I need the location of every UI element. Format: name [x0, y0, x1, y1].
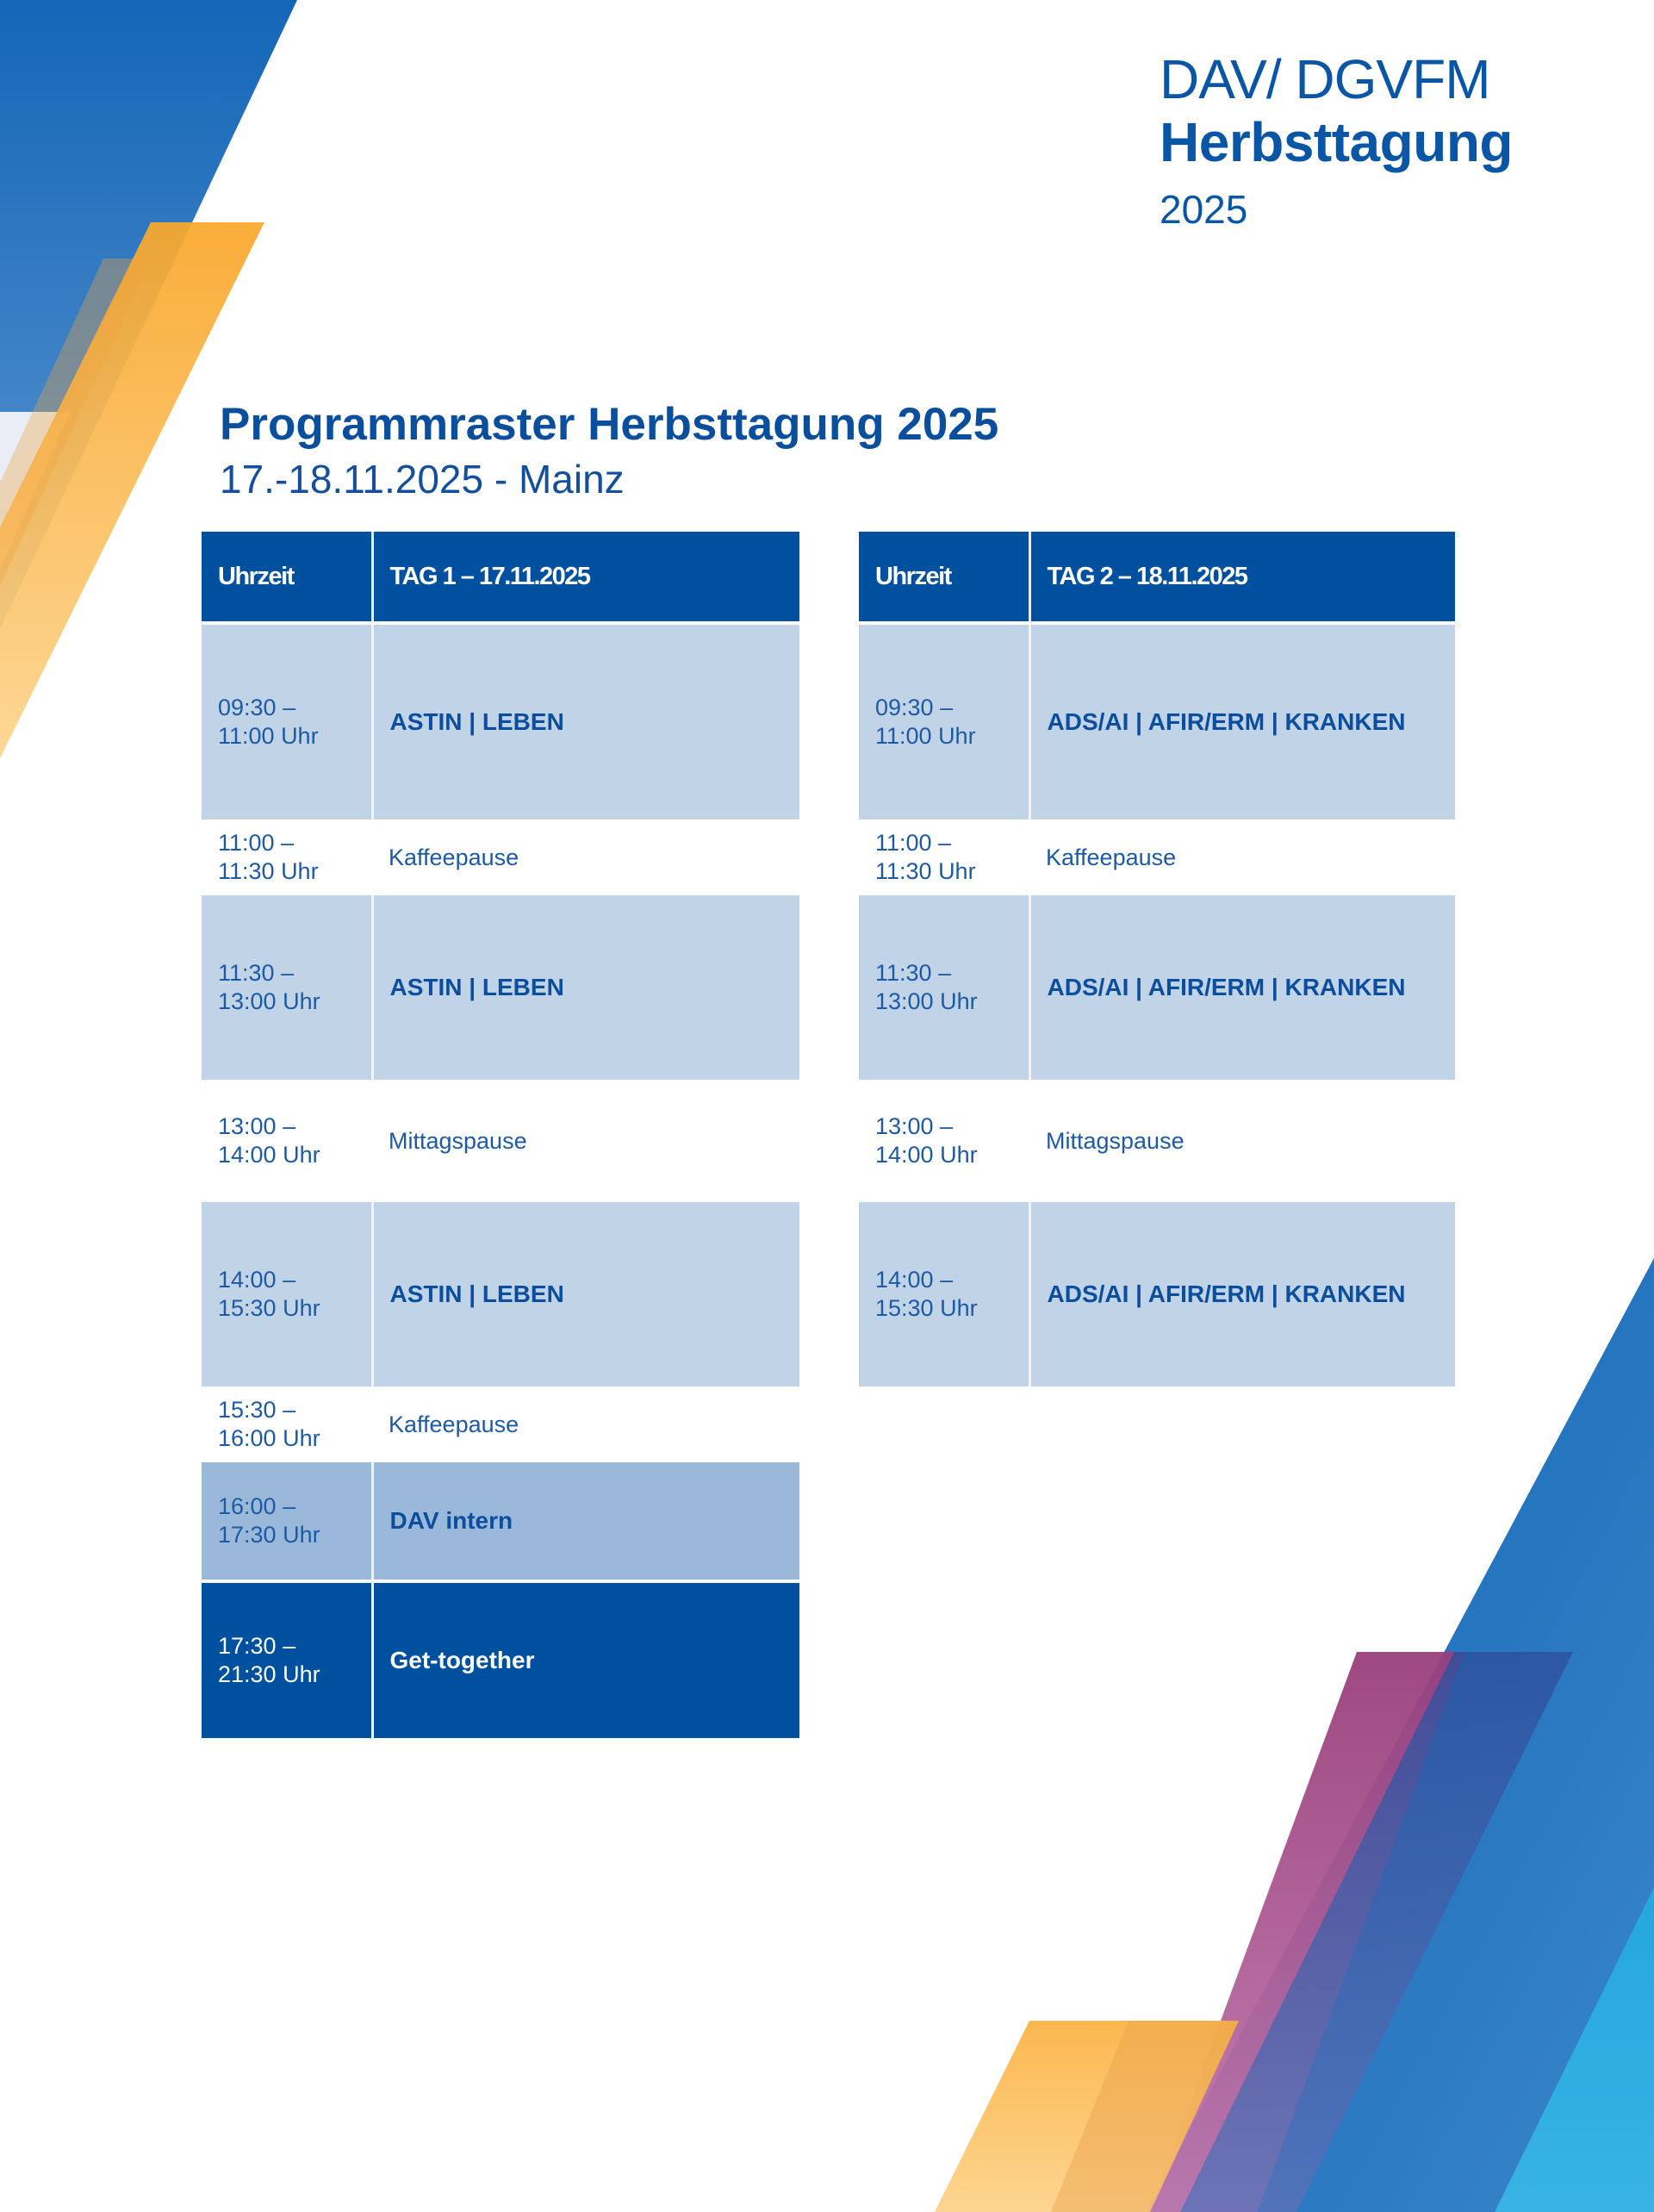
time-cell: 13:00 – 14:00 Uhr [202, 1080, 372, 1202]
break-cell: Kaffeepause [1029, 819, 1455, 895]
header-time: Uhrzeit [859, 532, 1029, 621]
table-header [859, 532, 1455, 621]
table-header [202, 532, 799, 621]
table-row [859, 1202, 1455, 1386]
session-cell: ASTIN | LEBEN [372, 1202, 799, 1386]
time-cell: 13:00 – 14:00 Uhr [859, 1080, 1029, 1202]
session-cell: ADS/AI | AFIR/ERM | KRANKEN [1029, 895, 1455, 1080]
logo-event: Herbsttagung [1160, 111, 1513, 173]
table-row [859, 895, 1455, 1080]
schedule-day1 [202, 532, 799, 1738]
page-title: Programmraster Herbsttagung 2025 [220, 399, 999, 450]
table-row [202, 1583, 799, 1738]
table-row [859, 625, 1455, 819]
table-row [202, 1462, 799, 1580]
table-row [202, 1386, 799, 1462]
time-cell: 11:30 – 13:00 Uhr [859, 895, 1029, 1080]
session-cell: ADS/AI | AFIR/ERM | KRANKEN [1029, 1202, 1455, 1386]
session-cell: Get-together [372, 1583, 799, 1738]
session-cell: ADS/AI | AFIR/ERM | KRANKEN [1029, 625, 1455, 819]
brand-logo [1160, 48, 1513, 240]
break-cell: Kaffeepause [372, 1386, 799, 1462]
table-row [202, 819, 799, 895]
time-cell: 15:30 – 16:00 Uhr [202, 1386, 372, 1462]
header-day: TAG 1 – 17.11.2025 [372, 532, 799, 621]
schedule-day2 [859, 532, 1455, 1386]
time-cell: 09:30 – 11:00 Uhr [859, 625, 1029, 819]
table-row [202, 1080, 799, 1202]
logo-year: 2025 [1160, 187, 1248, 232]
session-cell: ASTIN | LEBEN [372, 895, 799, 1080]
table-row [859, 1080, 1455, 1202]
header-time: Uhrzeit [202, 532, 372, 621]
time-cell: 11:30 – 13:00 Uhr [202, 895, 372, 1080]
time-cell: 11:00 – 11:30 Uhr [859, 819, 1029, 895]
time-cell: 14:00 – 15:30 Uhr [202, 1202, 372, 1386]
table-row [202, 1202, 799, 1386]
table-row [202, 625, 799, 819]
session-cell: DAV intern [372, 1462, 799, 1580]
logo-org: DAV/ DGVFM [1160, 48, 1490, 110]
table-row [859, 819, 1455, 895]
break-cell: Kaffeepause [372, 819, 799, 895]
break-cell: Mittagspause [372, 1080, 799, 1202]
time-cell: 14:00 – 15:30 Uhr [859, 1202, 1029, 1386]
header-day: TAG 2 – 18.11.2025 [1029, 532, 1455, 621]
page-subtitle: 17.-18.11.2025 - Mainz [220, 457, 625, 502]
time-cell: 16:00 – 17:30 Uhr [202, 1462, 372, 1580]
session-cell: ASTIN | LEBEN [372, 625, 799, 819]
page-heading [220, 395, 998, 503]
time-cell: 17:30 – 21:30 Uhr [202, 1583, 372, 1738]
time-cell: 09:30 – 11:00 Uhr [202, 625, 372, 819]
table-row [202, 895, 799, 1080]
break-cell: Mittagspause [1029, 1080, 1455, 1202]
time-cell: 11:00 – 11:30 Uhr [202, 819, 372, 895]
